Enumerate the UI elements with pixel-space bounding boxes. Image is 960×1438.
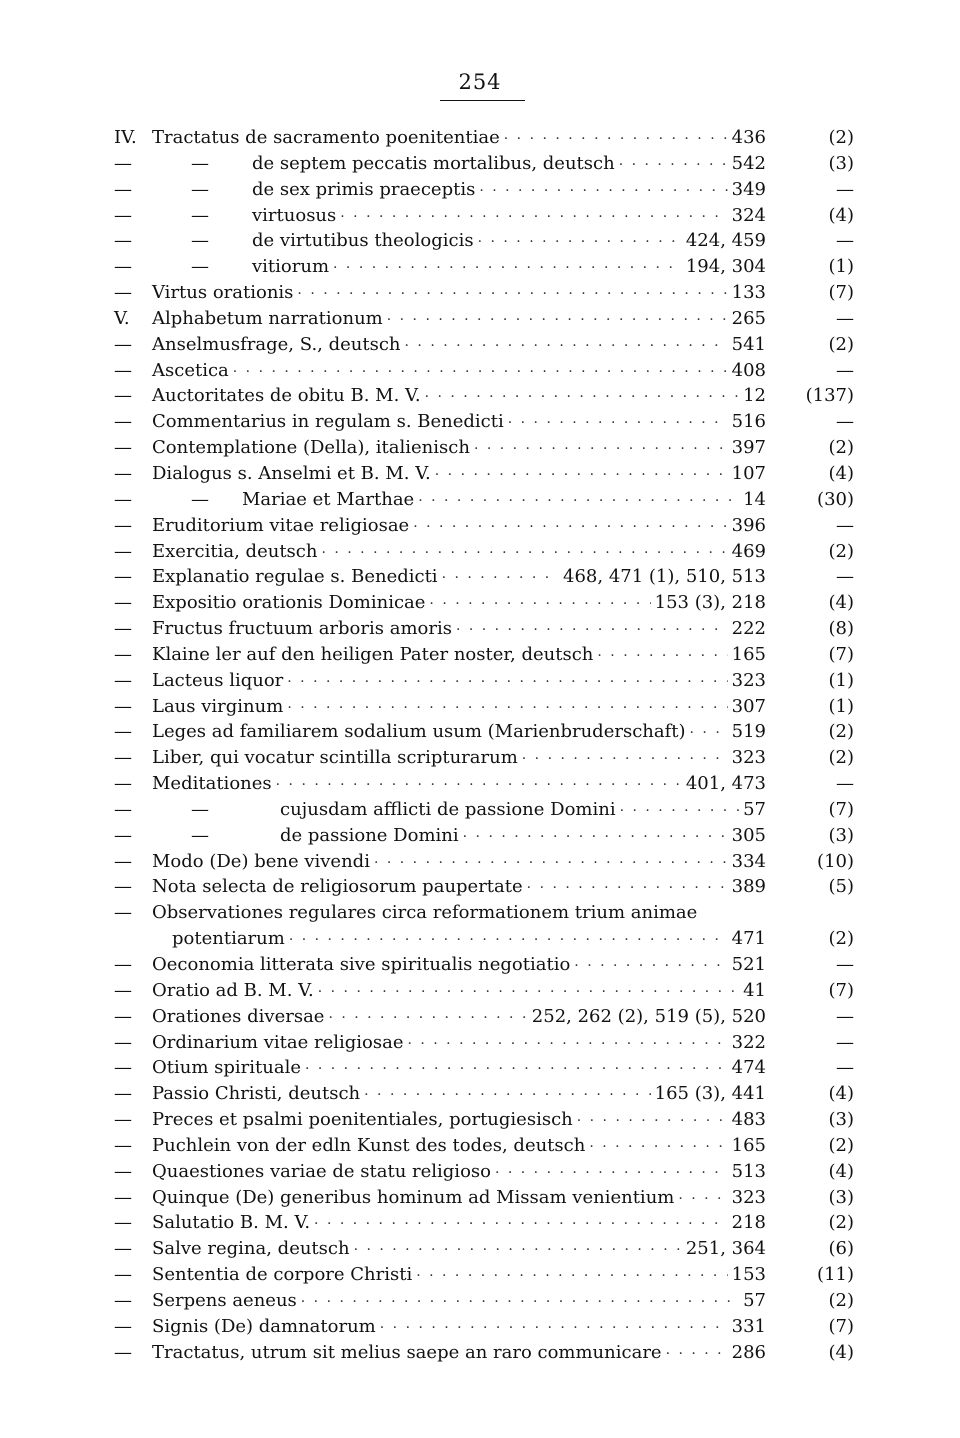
- page-number-rule: [440, 100, 525, 101]
- index-entry: [114, 513, 854, 539]
- entry-pages: 194, 304: [685, 256, 766, 278]
- entry-lead-marker: —: [114, 488, 132, 510]
- dot-leader: [305, 1057, 728, 1083]
- entry-count: —: [836, 514, 854, 536]
- entry-count: (7): [828, 1315, 854, 1337]
- entry-lead-marker: —: [114, 256, 132, 278]
- dot-leader: [508, 411, 728, 437]
- entry-title: Puchlein von der edln Kunst des todes, deutsch: [152, 1134, 586, 1156]
- entry-title: Oeconomia litterata sive spiritualis negotiatio: [152, 954, 571, 975]
- entry-lead-marker: —: [114, 695, 132, 717]
- index-entry: [114, 642, 854, 668]
- entry-lead-marker: —: [114, 1341, 132, 1363]
- entry-count: (7): [828, 282, 854, 304]
- entry-pages: 12: [743, 385, 766, 407]
- entry-title: Serpens aeneus: [152, 1289, 297, 1311]
- entry-lead-marker: —: [114, 669, 132, 691]
- entry-count: —: [836, 566, 854, 588]
- dot-leader: [429, 592, 650, 618]
- entry-lead-marker: V.: [114, 307, 130, 329]
- entry-lead-marker: IV.: [114, 127, 137, 148]
- entry-pages: 265: [731, 307, 766, 329]
- entry-pages: 424, 459: [685, 230, 766, 252]
- entry-lead-marker: —: [114, 773, 132, 795]
- index-entry: [114, 694, 854, 720]
- dot-leader: [456, 618, 728, 644]
- dot-leader: [301, 1290, 739, 1316]
- entry-count: (1): [828, 695, 854, 717]
- index-entry: [114, 771, 854, 797]
- index-entry: [114, 952, 854, 978]
- entry-title: Fructus fructuum arboris amoris: [152, 618, 452, 640]
- dot-leader: [287, 670, 727, 696]
- entry-count: (4): [828, 592, 854, 614]
- entry-pages: 516: [731, 411, 766, 433]
- entry-pages: 541: [731, 333, 766, 355]
- entry-title: cujusdam afflicti de passione Domini: [280, 798, 616, 820]
- entry-title: Salutatio B. M. V.: [152, 1212, 311, 1234]
- index-entry: [114, 590, 854, 616]
- dot-leader: [380, 1316, 728, 1342]
- entry-lead-marker: —: [114, 1031, 132, 1053]
- entry-title: Preces et psalmi poenitentiales, portugiesisch: [152, 1109, 573, 1131]
- entry-title: Leges ad familiarem sodalium usum (Marienbruderschaft): [152, 721, 686, 743]
- entry-count: (3): [828, 1109, 854, 1131]
- index-entry: [114, 383, 854, 409]
- entry-lead-marker: —: [114, 1109, 132, 1131]
- index-entry: [114, 203, 854, 229]
- dot-leader: [527, 876, 728, 902]
- dot-leader: [577, 1109, 728, 1135]
- dot-leader: [495, 1161, 728, 1187]
- entry-pages: 331: [731, 1315, 766, 1337]
- entry-count: (3): [828, 152, 854, 174]
- entry-title: Anselmusfrage, S., deutsch: [152, 333, 401, 355]
- entry-count: (4): [828, 462, 854, 484]
- entry-count: —: [836, 954, 854, 975]
- entry-title: Dialogus s. Anselmi et B. M. V.: [152, 462, 431, 484]
- entry-lead-marker: —: [114, 1160, 132, 1182]
- entry-count: (137): [805, 385, 854, 407]
- index-entry: [114, 228, 854, 254]
- entry-count: (3): [828, 824, 854, 846]
- entry-lead-marker: —: [114, 540, 132, 562]
- dot-leader: [478, 230, 682, 256]
- entry-lead-marker: —: [114, 618, 132, 640]
- dot-leader: [522, 747, 728, 773]
- entry-lead-marker: —: [114, 798, 132, 820]
- entry-lead-marker: —: [114, 1186, 132, 1208]
- entry-pages: 322: [731, 1031, 766, 1053]
- entry-lead-marker: —: [114, 385, 132, 407]
- index-entry: [114, 1107, 854, 1133]
- entry-lead-marker: —: [114, 282, 132, 304]
- dot-leader: [425, 385, 740, 411]
- entry-pages: 396: [731, 514, 766, 536]
- entry-lead-marker: —: [114, 979, 132, 1001]
- index-entry: [114, 1185, 854, 1211]
- page-number: 254: [458, 70, 502, 94]
- entry-lead-marker: —: [114, 204, 132, 226]
- entry-title: Klaine ler auf den heiligen Pater noster, deutsch: [152, 643, 594, 665]
- entry-lead-marker: —: [114, 721, 132, 743]
- entry-title: Exercitia, deutsch: [152, 540, 318, 562]
- entry-pages: 469: [731, 540, 766, 562]
- entry-pages: 107: [731, 462, 766, 484]
- entry-pages: 133: [731, 282, 766, 304]
- index-entry: [114, 719, 854, 745]
- index-entry: [114, 1210, 854, 1236]
- index-entry: [114, 1159, 854, 1185]
- entry-count: —: [836, 1005, 854, 1027]
- entry-title: Contemplatione (Della), italienisch: [152, 437, 470, 459]
- entry-pages: 307: [731, 695, 766, 717]
- entry-title: Modo (De) bene vivendi: [152, 850, 370, 872]
- index-entry: [114, 849, 854, 875]
- entry-title: de virtutibus theologicis: [252, 230, 474, 252]
- index-entry: [114, 564, 854, 590]
- entry-count: —: [836, 1031, 854, 1053]
- entry-ditto-marker: —: [191, 204, 209, 226]
- entry-title: de passione Domini: [280, 824, 459, 846]
- entry-count: (7): [828, 643, 854, 665]
- entry-count: —: [836, 773, 854, 795]
- entry-count: (2): [828, 1134, 854, 1156]
- entry-title: Commentarius in regulam s. Benedicti: [152, 411, 504, 433]
- entry-pages: 57: [743, 798, 766, 820]
- index-entry: [114, 1030, 854, 1056]
- entry-title-continuation: potentiarum: [172, 928, 285, 950]
- index-entry: [114, 797, 854, 823]
- entry-pages: 471: [731, 928, 766, 950]
- dot-leader: [479, 179, 727, 205]
- entry-title: Signis (De) damnatorum: [152, 1315, 376, 1337]
- entry-pages: 153 (3), 218: [654, 592, 766, 614]
- index-entry: [114, 823, 854, 849]
- entry-count: (4): [828, 1341, 854, 1363]
- entry-lead-marker: —: [114, 1264, 132, 1286]
- entry-lead-marker: —: [114, 230, 132, 252]
- entry-count: (2): [828, 721, 854, 743]
- entry-pages: 401, 473: [685, 773, 766, 795]
- index-entry: [114, 616, 854, 642]
- entry-title: Lacteus liquor: [152, 669, 284, 691]
- entry-ditto-marker: —: [191, 824, 209, 846]
- entry-lead-marker: —: [114, 1289, 132, 1311]
- entry-pages: 286: [731, 1341, 766, 1363]
- entry-pages: 323: [731, 747, 766, 769]
- entry-pages: 513: [731, 1160, 766, 1182]
- dot-leader: [504, 127, 728, 153]
- index-entry: [114, 1262, 854, 1288]
- entry-title: Quinque (De) generibus hominum ad Missam venientium: [152, 1186, 675, 1208]
- entry-count: (2): [828, 540, 854, 562]
- entry-title: Liber, qui vocatur scintilla scripturarum: [152, 747, 518, 769]
- entry-pages: 165: [731, 643, 766, 665]
- entry-lead-marker: —: [114, 747, 132, 769]
- entry-lead-marker: —: [114, 566, 132, 588]
- dot-leader: [589, 1135, 727, 1161]
- entry-count: (11): [817, 1264, 854, 1286]
- entry-lead-marker: —: [114, 152, 132, 174]
- entry-lead-marker: —: [114, 1083, 132, 1105]
- entry-lead-marker: —: [114, 1005, 132, 1027]
- entry-pages: 14: [743, 488, 766, 510]
- dot-leader: [619, 153, 728, 179]
- dot-leader: [328, 1006, 527, 1032]
- dot-leader: [405, 334, 728, 360]
- entry-count: (8): [828, 618, 854, 640]
- entry-ditto-marker: —: [191, 178, 209, 200]
- entry-count: (6): [828, 1238, 854, 1260]
- entry-title: Mariae et Marthae: [242, 488, 415, 510]
- entry-lead-marker: —: [114, 824, 132, 846]
- entry-count: (7): [828, 798, 854, 820]
- dot-leader: [678, 1187, 727, 1213]
- entry-pages: 222: [731, 618, 766, 640]
- index-entry: [114, 487, 854, 513]
- entry-pages: 323: [731, 669, 766, 691]
- dot-leader: [289, 928, 728, 954]
- entry-lead-marker: —: [114, 437, 132, 459]
- entry-lead-marker: —: [114, 1315, 132, 1337]
- entry-title: virtuosus: [252, 204, 337, 226]
- entry-pages: 165 (3), 441: [654, 1083, 766, 1105]
- index-entry: [114, 280, 854, 306]
- index-entry: [114, 1133, 854, 1159]
- dot-leader: [620, 799, 740, 825]
- dot-leader: [574, 954, 727, 980]
- entry-title: Eruditorium vitae religiosae: [152, 514, 410, 536]
- entry-title: Orationes diversae: [152, 1005, 325, 1027]
- dot-leader: [435, 463, 728, 489]
- entry-count: (30): [817, 488, 854, 510]
- entry-pages: 468, 471 (1), 510, 513: [563, 566, 766, 588]
- index-entry: [114, 1288, 854, 1314]
- dot-leader: [321, 541, 727, 567]
- entry-title: Alphabetum narrationum: [152, 307, 383, 329]
- entry-count: —: [836, 230, 854, 252]
- entry-count: —: [836, 359, 854, 381]
- entry-lead-marker: —: [114, 643, 132, 665]
- dot-leader: [374, 851, 728, 877]
- entry-lead-marker: —: [114, 1057, 132, 1079]
- dot-leader: [597, 644, 727, 670]
- entry-pages: 408: [731, 359, 766, 381]
- entry-ditto-marker: —: [191, 152, 209, 174]
- index-entry: [114, 461, 854, 487]
- entry-count: (1): [828, 256, 854, 278]
- entry-lead-marker: —: [114, 1134, 132, 1156]
- entry-pages: 397: [731, 437, 766, 459]
- index-entry: [114, 306, 854, 332]
- index-entry: [114, 435, 854, 461]
- entry-pages: 218: [731, 1212, 766, 1234]
- index-entry: [114, 874, 854, 900]
- dot-leader: [233, 360, 728, 386]
- entry-count: —: [836, 178, 854, 200]
- dot-leader: [690, 721, 728, 747]
- entry-ditto-marker: —: [191, 256, 209, 278]
- entry-lead-marker: —: [114, 954, 132, 975]
- entry-count: (3): [828, 1186, 854, 1208]
- entry-lead-marker: —: [114, 333, 132, 355]
- dot-leader: [340, 205, 727, 231]
- index-entry: [114, 177, 854, 203]
- entry-title: Sententia de corpore Christi: [152, 1264, 413, 1286]
- index-entry: [114, 978, 854, 1004]
- entry-pages: 436: [731, 127, 766, 148]
- index-entry: [114, 1055, 854, 1081]
- entry-lead-marker: —: [114, 514, 132, 536]
- dot-leader: [407, 1032, 727, 1058]
- index-entry: [114, 125, 854, 151]
- entry-lead-marker: —: [114, 178, 132, 200]
- entry-pages: 57: [743, 1289, 766, 1311]
- entry-pages: 542: [731, 152, 766, 174]
- entry-count: (10): [817, 850, 854, 872]
- dot-leader: [333, 256, 682, 282]
- entry-pages: 153: [731, 1264, 766, 1286]
- entry-lead-marker: —: [114, 462, 132, 484]
- entry-title: Oratio ad B. M. V.: [152, 979, 314, 1001]
- index-entry: [114, 1236, 854, 1262]
- entry-title: vitiorum: [252, 256, 330, 278]
- entry-pages: 521: [731, 954, 766, 975]
- entry-title: Nota selecta de religiosorum paupertate: [152, 876, 523, 898]
- entry-pages: 305: [731, 824, 766, 846]
- entry-title: Ordinarium vitae religiosae: [152, 1031, 404, 1053]
- entry-pages: 41: [743, 979, 766, 1001]
- entry-count: (4): [828, 204, 854, 226]
- entry-lead-marker: —: [114, 411, 132, 433]
- dot-leader: [297, 282, 727, 308]
- index-entries: [114, 125, 854, 1366]
- dot-leader: [413, 515, 727, 541]
- entry-count: (1): [828, 669, 854, 691]
- index-entry: [114, 1314, 854, 1340]
- entry-pages: 165: [731, 1134, 766, 1156]
- entry-title: Ascetica: [152, 359, 229, 381]
- entry-pages: 389: [731, 876, 766, 898]
- entry-title: Passio Christi, deutsch: [152, 1083, 361, 1105]
- entry-lead-marker: —: [114, 1238, 132, 1260]
- entry-count: (4): [828, 1083, 854, 1105]
- entry-pages: 474: [731, 1057, 766, 1079]
- entry-lead-marker: —: [114, 850, 132, 872]
- entry-count: (2): [828, 747, 854, 769]
- entry-ditto-marker: —: [191, 230, 209, 252]
- dot-leader: [364, 1083, 650, 1109]
- entry-ditto-marker: —: [191, 488, 209, 510]
- dot-leader: [318, 980, 739, 1006]
- entry-title: Salve regina, deutsch: [152, 1238, 350, 1260]
- index-entry: [114, 254, 854, 280]
- dot-leader: [387, 308, 728, 334]
- index-entry: [114, 358, 854, 384]
- entry-count: (2): [828, 437, 854, 459]
- entry-lead-marker: —: [114, 876, 132, 898]
- entry-title: Auctoritates de obitu B. M. V.: [152, 385, 421, 407]
- entry-count: (7): [828, 979, 854, 1001]
- index-entry: [114, 745, 854, 771]
- entry-title: Observationes regulares circa reformationem trium animae: [152, 902, 698, 924]
- index-entry: [114, 539, 854, 565]
- index-entry: [114, 151, 854, 177]
- entry-count: (4): [828, 1160, 854, 1182]
- index-entry: [114, 409, 854, 435]
- entry-count: (2): [828, 1289, 854, 1311]
- entry-title: Quaestiones variae de statu religioso: [152, 1160, 491, 1182]
- entry-count: —: [836, 1057, 854, 1079]
- entry-lead-marker: —: [114, 359, 132, 381]
- entry-pages: 324: [731, 204, 766, 226]
- entry-pages: 334: [731, 850, 766, 872]
- entry-title: de sex primis praeceptis: [252, 178, 476, 200]
- entry-count: (2): [828, 1212, 854, 1234]
- index-entry: [114, 900, 854, 952]
- entry-count: (2): [828, 127, 854, 148]
- entry-title: Laus virginum: [152, 695, 284, 717]
- entry-pages: 349: [731, 178, 766, 200]
- entry-title: de septem peccatis mortalibus, deutsch: [252, 152, 615, 174]
- entry-pages: 323: [731, 1186, 766, 1208]
- entry-ditto-marker: —: [191, 798, 209, 820]
- entry-pages: 483: [731, 1109, 766, 1131]
- entry-title: Expositio orationis Dominicae: [152, 592, 426, 614]
- entry-title: Explanatio regulae s. Benedicti: [152, 566, 438, 588]
- entry-pages: 251, 364: [685, 1238, 766, 1260]
- dot-leader: [287, 696, 727, 722]
- entry-count: (5): [828, 876, 854, 898]
- entry-count: (2): [828, 333, 854, 355]
- index-entry: [114, 332, 854, 358]
- entry-pages: 519: [731, 721, 766, 743]
- dot-leader: [354, 1238, 682, 1264]
- index-entry: [114, 668, 854, 694]
- dot-leader: [418, 489, 739, 515]
- dot-leader: [474, 437, 728, 463]
- entry-title: Tractatus de sacramento poenitentiae: [152, 127, 500, 148]
- entry-count: —: [836, 307, 854, 329]
- index-entry: [114, 1004, 854, 1030]
- entry-count: (2): [828, 928, 854, 950]
- index-entry: [114, 1081, 854, 1107]
- entry-pages: 252, 262 (2), 519 (5), 520: [531, 1005, 766, 1027]
- entry-lead-marker: —: [114, 902, 132, 924]
- entry-lead-marker: —: [114, 592, 132, 614]
- entry-title: Tractatus, utrum sit melius saepe an raro communicare: [152, 1341, 662, 1363]
- dot-leader: [442, 566, 559, 592]
- entry-title: Meditationes: [152, 773, 272, 795]
- entry-count: —: [836, 411, 854, 433]
- index-entry: [114, 1340, 854, 1366]
- entry-title: Otium spirituale: [152, 1057, 301, 1079]
- dot-leader: [314, 1212, 728, 1238]
- dot-leader: [666, 1342, 728, 1368]
- entry-title: Virtus orationis: [152, 282, 294, 304]
- dot-leader: [463, 825, 728, 851]
- dot-leader: [416, 1264, 727, 1290]
- dot-leader: [276, 773, 682, 799]
- entry-lead-marker: —: [114, 1212, 132, 1234]
